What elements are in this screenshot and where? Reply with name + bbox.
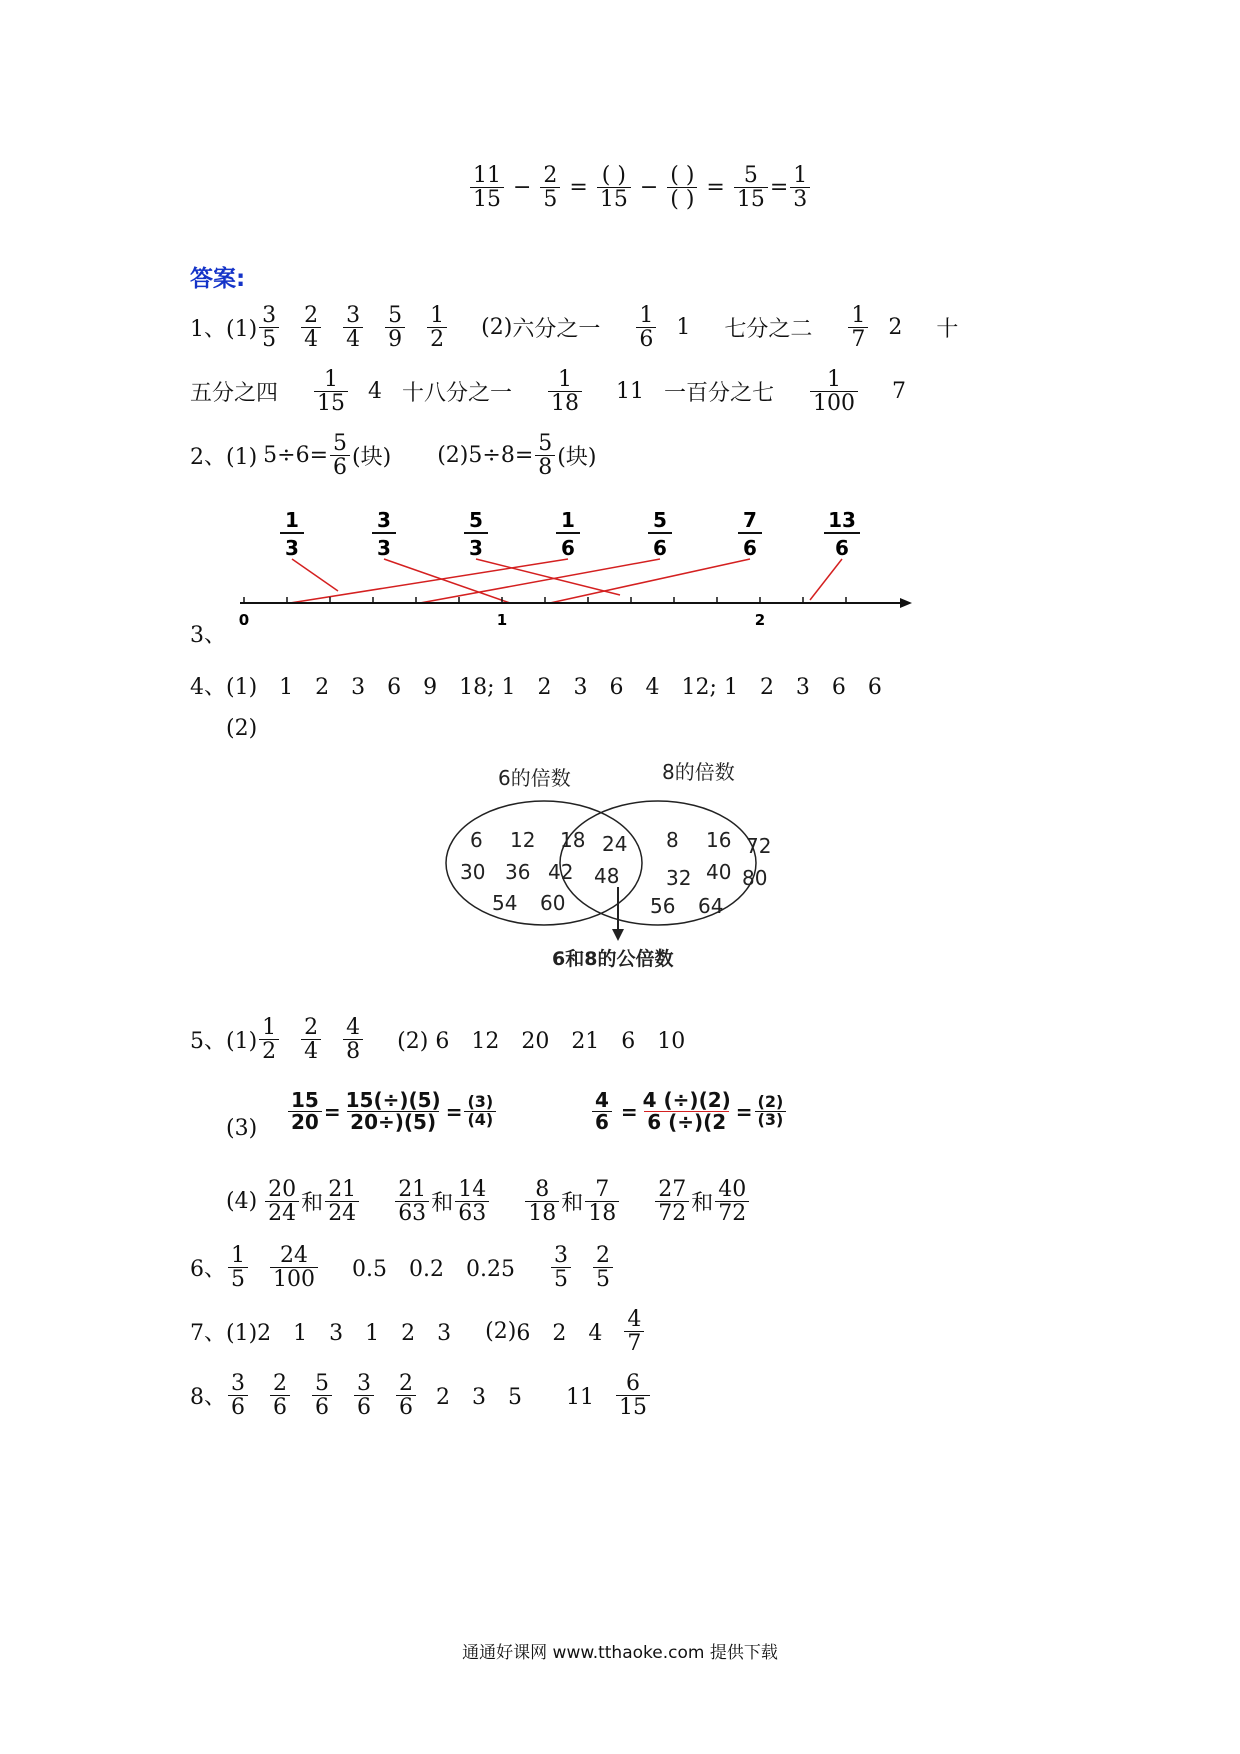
fraction: 20 24 xyxy=(265,1178,299,1225)
tick-label: 2 xyxy=(754,611,766,629)
fraction: 3 5 xyxy=(551,1244,571,1291)
fraction: 8 18 xyxy=(525,1178,559,1225)
fraction: 11 15 xyxy=(470,164,504,211)
q8-label: 8、 xyxy=(190,1385,226,1411)
svg-text:3: 3 xyxy=(469,536,483,560)
fraction: 1 6 xyxy=(636,304,656,351)
number: 7 xyxy=(892,379,907,405)
answer-heading: 答案: xyxy=(190,266,246,292)
fraction: 21 24 xyxy=(325,1178,359,1225)
fraction: $\frac{1}{3}$ xyxy=(790,164,810,211)
tick-label: 0 xyxy=(238,611,250,629)
fraction: 5 9 xyxy=(385,304,405,351)
fraction: $\frac{5}{8}$ xyxy=(535,432,555,479)
svg-text:6: 6 xyxy=(653,536,667,560)
svg-text:3: 3 xyxy=(377,536,391,560)
and-word: 和 xyxy=(691,1191,714,1217)
fraction: 27 72 xyxy=(655,1178,689,1225)
fraction: 4 (÷)(2) 6 (÷)(2 xyxy=(642,1088,731,1134)
fraction: 6 15 xyxy=(616,1372,650,1419)
fraction: 2 4 xyxy=(301,304,321,351)
q7-part1: 2 1 3 1 2 3 xyxy=(257,1321,452,1347)
nl-fraction-13-6 xyxy=(824,508,860,560)
svg-text:42: 42 xyxy=(548,860,574,884)
part-label: (2) xyxy=(437,443,469,469)
svg-text:3: 3 xyxy=(285,536,299,560)
number: 4 xyxy=(368,379,383,405)
word-number: 十 xyxy=(936,317,959,343)
q8-line xyxy=(190,1372,652,1419)
fraction: 1 5 xyxy=(228,1244,248,1291)
q6-label: 6、 xyxy=(190,1257,226,1283)
fraction: 1 18 xyxy=(548,368,582,415)
fraction: (2) (3) xyxy=(755,1094,787,1129)
fraction: 1 15 xyxy=(314,368,348,415)
q7-part2: 6 2 4 xyxy=(516,1321,603,1347)
and-word: 和 xyxy=(431,1191,454,1217)
q6-decimals: 0.5 0.2 0.25 xyxy=(352,1257,515,1283)
svg-text:1: 1 xyxy=(561,508,575,532)
svg-text:36: 36 xyxy=(505,860,531,884)
number: 2 xyxy=(888,315,903,341)
q2-label: 2、(1) xyxy=(190,445,258,471)
svg-text:5: 5 xyxy=(469,508,483,532)
number: 11 xyxy=(616,379,645,405)
q4-line1 xyxy=(190,670,882,701)
q1-line1 xyxy=(190,304,958,351)
svg-text:13: 13 xyxy=(828,508,856,532)
connector-lines xyxy=(290,559,842,603)
fraction: 3 4 xyxy=(343,304,363,351)
venn-arrow-icon xyxy=(612,929,624,941)
fraction: 1 100 xyxy=(810,368,858,415)
word-number: 六分之一 xyxy=(512,317,601,343)
q4-answers: 1 2 3 6 9 18; 1 2 3 6 4 12; 1 2 3 6 6 xyxy=(279,675,882,700)
fraction: 4 6 xyxy=(592,1090,612,1133)
word-number: 十八分之一 xyxy=(402,381,513,407)
axis-arrow-icon xyxy=(900,598,912,608)
fraction: 4 8 xyxy=(343,1016,363,1063)
q2-line xyxy=(190,432,596,479)
fraction: (3) (4) xyxy=(464,1094,496,1129)
svg-text:18: 18 xyxy=(560,828,586,852)
fraction: 24 100 xyxy=(270,1244,318,1291)
q5-eq1: 15 20 = 15(÷)(5) 20÷)(5) = (3) (4) xyxy=(286,1090,498,1133)
fraction: 4 7 xyxy=(624,1308,644,1355)
fraction: 14 63 xyxy=(455,1178,489,1225)
fraction: 15 20 xyxy=(288,1090,322,1133)
q6-line xyxy=(190,1244,615,1291)
and-word: 和 xyxy=(561,1191,584,1217)
unit: (块) xyxy=(557,445,597,471)
venn-common-label: 6和8的公倍数 xyxy=(552,948,674,970)
svg-text:1: 1 xyxy=(285,508,299,532)
svg-text:24: 24 xyxy=(602,832,628,856)
nl-fraction-1-3 xyxy=(280,508,304,560)
fraction: 3 5 xyxy=(259,304,279,351)
svg-text:6: 6 xyxy=(470,828,483,852)
fraction: $\frac{5}{6}$ xyxy=(330,432,350,479)
word-number: 七分之二 xyxy=(724,317,813,343)
fraction: 1 7 xyxy=(848,304,868,351)
nl-fraction-5-6 xyxy=(648,508,672,560)
q4-part2: (2) xyxy=(226,716,258,741)
q5-line1 xyxy=(190,1016,685,1063)
svg-text:30: 30 xyxy=(460,860,486,884)
q3-label: 3、 xyxy=(190,623,226,648)
expression: 5÷8= xyxy=(468,443,534,469)
svg-text:8: 8 xyxy=(666,828,679,852)
q5-eq2: 4 6 = 4 (÷)(2) 6 (÷)(2 = (2) (3) xyxy=(590,1090,788,1133)
part-label: (2) xyxy=(485,1319,517,1345)
fraction: 1 2 xyxy=(259,1016,279,1063)
unit: (块) xyxy=(352,445,392,471)
part-label: (4) xyxy=(226,1189,258,1215)
fraction: 2 6 xyxy=(270,1372,290,1419)
q4-label: 4、(1) xyxy=(190,675,258,700)
svg-text:32: 32 xyxy=(666,866,692,890)
svg-text:12: 12 xyxy=(510,828,536,852)
nl-fraction-3-3 xyxy=(372,508,396,560)
word-number: 五分之四 xyxy=(190,381,279,407)
svg-text:6: 6 xyxy=(561,536,575,560)
tick-label: 1 xyxy=(496,611,508,629)
number: 1 xyxy=(676,315,691,341)
fraction: $\frac{5}{15}$ xyxy=(734,164,768,211)
fraction: ( ) 15 xyxy=(597,164,631,211)
fraction: 5 6 xyxy=(312,1372,332,1419)
fraction: 1 2 xyxy=(427,304,447,351)
top-equation: 11 15 − $\frac{2}{5}$ = ( ) 15 − ( ) ( ) = $\frac{5}{15}$ = $\frac{1}{3}$ xyxy=(468,164,812,211)
word-number: 一百分之七 xyxy=(664,381,775,407)
svg-text:7: 7 xyxy=(743,508,757,532)
q5-label: 5、(1) xyxy=(190,1029,258,1055)
fraction: 2 4 xyxy=(301,1016,321,1063)
fraction: 2 6 xyxy=(396,1372,416,1419)
svg-text:64: 64 xyxy=(698,894,724,918)
fraction: $\frac{2}{5}$ xyxy=(540,164,560,211)
expression: 5÷6= xyxy=(263,443,329,469)
fraction: ( ) ( ) xyxy=(667,164,697,211)
q5-part4 xyxy=(226,1178,751,1225)
q7-label: 7、(1) xyxy=(190,1321,258,1347)
svg-text:5: 5 xyxy=(653,508,667,532)
fraction: 21 63 xyxy=(395,1178,429,1225)
fraction: 40 72 xyxy=(715,1178,749,1225)
fraction: 2 5 xyxy=(593,1244,613,1291)
svg-text:6: 6 xyxy=(835,536,849,560)
q1-line2 xyxy=(190,368,906,415)
and-word: 和 xyxy=(301,1191,324,1217)
q5-part2: (2) 6 12 20 21 6 10 xyxy=(397,1029,686,1055)
nl-fraction-1-6 xyxy=(556,508,580,560)
venn-left-title: 6的倍数 xyxy=(498,766,571,790)
q5-part3: (3) xyxy=(226,1116,258,1141)
nl-fraction-5-3 xyxy=(464,508,488,560)
fraction: 3 6 xyxy=(354,1372,374,1419)
svg-text:54: 54 xyxy=(492,891,518,915)
svg-text:72: 72 xyxy=(746,834,772,858)
nl-fraction-7-6 xyxy=(738,508,762,560)
q1-label: 1、(1) xyxy=(190,317,258,343)
part-label: (2) xyxy=(481,315,513,341)
fraction: 15(÷)(5) 20÷)(5) xyxy=(345,1088,441,1134)
svg-text:40: 40 xyxy=(706,860,732,884)
number-line-figure xyxy=(220,505,920,635)
q8-numbers: 2 3 5 11 xyxy=(436,1385,594,1411)
fraction: 7 18 xyxy=(585,1178,619,1225)
venn-diagram xyxy=(440,755,810,980)
footer: 通通好课网 www.tthaoke.com 提供下载 xyxy=(462,1643,778,1663)
svg-text:60: 60 xyxy=(540,891,566,915)
svg-text:16: 16 xyxy=(706,828,732,852)
fraction: 3 6 xyxy=(228,1372,248,1419)
svg-text:6: 6 xyxy=(743,536,757,560)
svg-text:56: 56 xyxy=(650,894,676,918)
svg-text:48: 48 xyxy=(594,864,620,888)
svg-text:3: 3 xyxy=(377,508,391,532)
q7-line xyxy=(190,1308,646,1355)
venn-right-title: 8的倍数 xyxy=(662,760,735,784)
svg-text:80: 80 xyxy=(742,866,768,890)
